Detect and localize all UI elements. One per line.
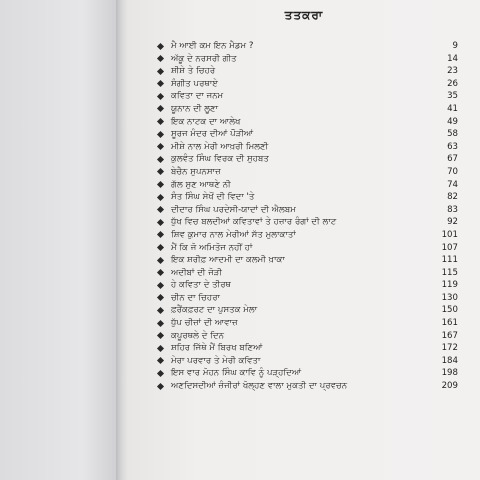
toc-entry <box>128 53 480 66</box>
toc-entry-page-number: 209 <box>441 381 458 392</box>
toc-entry-title: ਇਕ ਸ਼ਰੀਫ਼ ਆਦਮੀ ਦਾ ਕਲਮੀ ਖ਼ਾਕਾ <box>171 255 285 266</box>
toc-entry-title: ਫ਼ਰੈਂਕਫ਼ਰਟ ਦਾ ਪੁਸਤਕ ਮੇਲਾ <box>171 305 258 316</box>
toc-entry-page-number: 167 <box>441 330 458 341</box>
toc-entry-page-number: 67 <box>447 154 458 165</box>
toc-entry-title: ਯੂਨਾਨ ਦੀ ਲੂਣਾ <box>171 103 219 114</box>
diamond-bullet-icon <box>157 93 164 100</box>
diamond-bullet-icon <box>157 382 164 389</box>
toc-entry <box>128 254 480 267</box>
toc-entry-title: ਮੈ ਆਈ ਕਮ ਇਨ ਮੈਡਮ ? <box>171 41 254 51</box>
toc-entry-page-number: 161 <box>441 318 458 329</box>
diamond-bullet-icon <box>157 80 164 87</box>
diamond-bullet-icon <box>157 68 164 75</box>
toc-entry-page-number: 70 <box>447 166 458 177</box>
diamond-bullet-icon <box>157 320 164 327</box>
diamond-bullet-icon <box>157 370 164 377</box>
diamond-bullet-icon <box>157 357 164 364</box>
toc-entry-title: ਧੁੱਪ ਚੀਜ਼ਾਂ ਦੀ ਆਵਾਜ਼ <box>171 318 238 329</box>
toc-entry <box>128 342 480 355</box>
toc-entry-title: ਕੁਲਵੰਤ ਸਿੰਘ ਵਿਰਕ ਦੀ ਸੁਹਬਤ <box>171 154 269 165</box>
toc-entry-title: ਸੰਤ ਸਿੰਘ ਸੇਖੋਂ ਦੀ ਵਿਦਾ 'ਤੇ <box>171 192 255 203</box>
diamond-bullet-icon <box>157 206 164 213</box>
diamond-bullet-icon <box>157 332 164 339</box>
contents-list <box>128 40 480 393</box>
diamond-bullet-icon <box>157 42 164 49</box>
toc-entry <box>128 65 480 78</box>
toc-entry-title: ਇਸ ਵਾਰ ਮੋਹਨ ਸਿੰਘ ਕਾਵਿ ਨੂੰ ਪੜ੍ਹਦਿਆਂ <box>171 368 302 379</box>
toc-entry-title: ਮੇਰਾ ਪਰਵਾਰ ਤੇ ਮੇਰੀ ਕਵਿਤਾ <box>171 355 261 366</box>
toc-entry-title: ਗੱਲ ਸੁਣ ਆਥਣੇ ਨੀ <box>171 179 231 190</box>
left-page <box>0 0 118 480</box>
toc-entry <box>128 90 480 103</box>
diamond-bullet-icon <box>157 307 164 314</box>
diamond-bullet-icon <box>157 294 164 301</box>
diamond-bullet-icon <box>157 55 164 62</box>
toc-entry <box>128 128 480 141</box>
diamond-bullet-icon <box>157 282 164 289</box>
toc-entry-title: ਸੂਰਜ ਮੰਦਰ ਦੀਆਂ ਪੌੜੀਆਂ <box>171 129 254 140</box>
toc-entry-title: ਧੁੱਖ ਵਿਚ ਬਲਦੀਆਂ ਕਵਿਤਾਵਾਂ ਤੇ ਹਜ਼ਾਰ ਰੰਗਾਂ ਦੀ ਲਾਟ <box>171 217 337 228</box>
diamond-bullet-icon <box>157 345 164 352</box>
toc-entry <box>128 116 480 129</box>
toc-entry-page-number: 26 <box>447 78 458 89</box>
toc-entry-title: ਸ਼ਿਵ ਕੁਮਾਰ ਨਾਲ ਮੇਰੀਆਂ ਸੱਤ ਮੁਲਾਕਾਤਾਂ <box>171 229 296 240</box>
toc-entry-page-number: 49 <box>447 116 458 127</box>
diamond-bullet-icon <box>157 257 164 264</box>
diamond-bullet-icon <box>157 219 164 226</box>
diamond-bullet-icon <box>157 168 164 175</box>
diamond-bullet-icon <box>157 143 164 150</box>
toc-entry-title: ਸੰਗੀਤ ਪਰਥਾਏ <box>171 78 219 89</box>
toc-entry <box>128 242 480 255</box>
toc-entry-page-number: 82 <box>447 192 458 203</box>
contents-page <box>128 0 480 480</box>
toc-entry-page-number: 107 <box>441 242 458 253</box>
toc-entry-title: ਮੈਂ ਕਿ ਜੋ ਅਮਿਤੋਜ ਨਹੀਂ ਹਾਂ <box>171 242 253 253</box>
toc-entry-title: ਬੇਚੈਨ ਸੁਪਨਸਾਜ਼ <box>171 166 221 177</box>
toc-entry-title: ਹੇ ਕਵਿਤਾ ਦੇ ਤੀਰਥ <box>171 280 231 291</box>
toc-entry <box>128 179 480 192</box>
diamond-bullet-icon <box>157 131 164 138</box>
toc-entry <box>128 304 480 317</box>
toc-entry <box>128 78 480 91</box>
toc-entry-title: ਦੀਦਾਰ ਸਿੰਘ ਪਰਦੇਸੀ-ਯਾਦਾਂ ਦੀ ਐਲਬਮ <box>171 204 296 215</box>
toc-entry-page-number: 172 <box>441 343 458 354</box>
toc-entry <box>128 330 480 343</box>
toc-entry-page-number: 198 <box>441 368 458 379</box>
toc-entry <box>128 380 480 393</box>
toc-entry-title: ਸ਼ੀਸ਼ੇ ਤੇ ਚਿਹਰੇ <box>171 66 216 77</box>
toc-entry-title: ਅੱਕੂ ਦੇ ਨਰਸਰੀ ਗੀਤ <box>171 53 237 64</box>
toc-entry <box>128 355 480 368</box>
diamond-bullet-icon <box>157 181 164 188</box>
toc-entry-title: ਅਦੀਬਾਂ ਦੀ ਜੋੜੀ <box>171 267 223 278</box>
toc-entry-page-number: 35 <box>447 91 458 102</box>
toc-entry <box>128 292 480 305</box>
toc-entry-title: ਇਕ ਨਾਟਕ ਦਾ ਆਲੇਖ <box>171 116 241 127</box>
toc-entry-page-number: 74 <box>447 179 458 190</box>
toc-entry-title: ਮੀਸ਼ੇ ਨਾਲ ਮੇਰੀ ਆਖ਼ਰੀ ਮਿਲਣੀ <box>171 141 269 152</box>
toc-entry <box>128 216 480 229</box>
toc-entry-page-number: 63 <box>447 141 458 152</box>
toc-entry <box>128 317 480 330</box>
toc-entry <box>128 166 480 179</box>
toc-entry <box>128 191 480 204</box>
toc-entry-page-number: 115 <box>441 267 458 278</box>
diamond-bullet-icon <box>157 105 164 112</box>
contents-heading: ਤਤਕਰਾ <box>284 8 324 22</box>
toc-entry-page-number: 58 <box>447 129 458 140</box>
toc-entry-page-number: 119 <box>441 280 458 291</box>
diamond-bullet-icon <box>157 156 164 163</box>
diamond-bullet-icon <box>157 269 164 276</box>
toc-entry <box>128 141 480 154</box>
toc-entry-page-number: 23 <box>447 66 458 77</box>
diamond-bullet-icon <box>157 194 164 201</box>
toc-entry <box>128 279 480 292</box>
toc-entry <box>128 153 480 166</box>
toc-entry-title: ਸ਼ਹਿਰ ਜਿੱਥੇ ਮੈਂ ਬਿਰਖ ਬਣਿਆਂ <box>171 343 263 354</box>
diamond-bullet-icon <box>157 244 164 251</box>
toc-entry-page-number: 83 <box>447 204 458 215</box>
toc-entry <box>128 103 480 116</box>
toc-entry <box>128 229 480 242</box>
diamond-bullet-icon <box>157 118 164 125</box>
toc-entry-page-number: 184 <box>441 355 458 366</box>
toc-entry-page-number: 150 <box>441 305 458 316</box>
toc-entry-title: ਕਪੂਰਥਲੇ ਦੇ ਦਿਨ <box>171 330 224 341</box>
toc-entry <box>128 367 480 380</box>
toc-entry-page-number: 9 <box>452 41 458 51</box>
toc-entry-page-number: 41 <box>447 103 458 114</box>
toc-entry-page-number: 130 <box>441 292 458 303</box>
toc-entry <box>128 204 480 217</box>
diamond-bullet-icon <box>157 231 164 238</box>
toc-entry <box>128 267 480 280</box>
toc-entry-page-number: 92 <box>447 217 458 228</box>
toc-entry-title: ਅਣਦਿਸਦੀਆਂ ਜ਼ੰਜੀਰਾਂ ਖੋਲ੍ਹਣ ਵਾਲਾ ਮੁਕਤੀ ਦਾ ਪ੍ਰਵਚਨ <box>171 381 348 392</box>
toc-entry-page-number: 111 <box>441 255 458 266</box>
toc-entry-title: ਕਵਿਤਾ ਦਾ ਜਨਮ <box>171 91 224 102</box>
toc-entry-title: ਚੀਨ ਦਾ ਚਿਹਰਾ <box>171 292 220 303</box>
toc-entry-page-number: 101 <box>441 229 458 240</box>
toc-entry <box>128 40 480 53</box>
toc-entry-page-number: 14 <box>447 53 458 64</box>
